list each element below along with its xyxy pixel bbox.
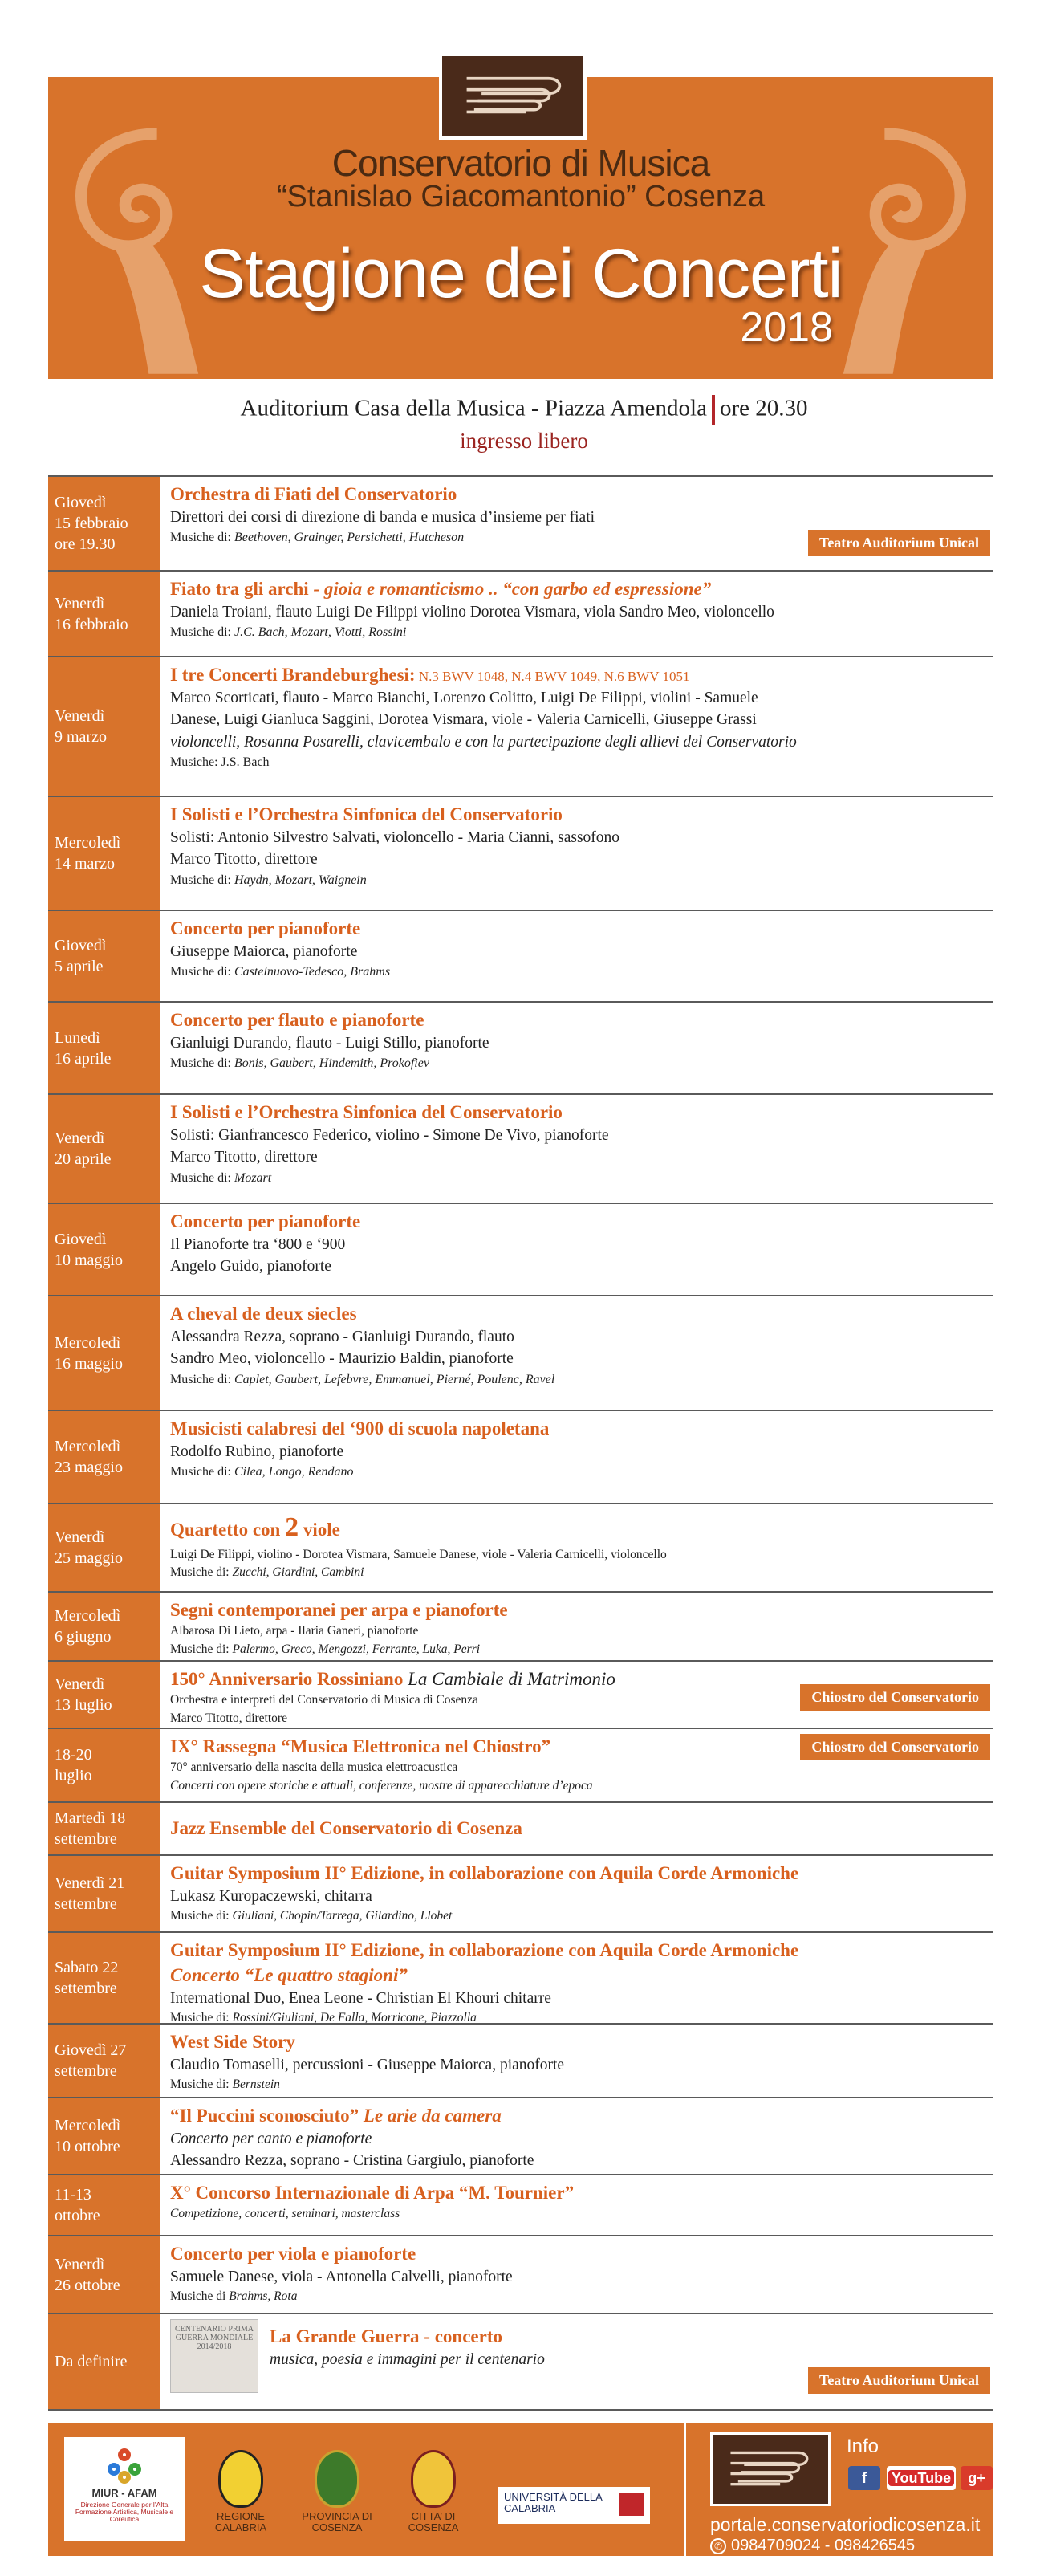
date-line: settembre	[55, 1895, 117, 1913]
event-body	[160, 572, 993, 656]
event-line: Claudio Tomaselli, percussioni - Giuseppe Maiorca, pianoforte	[170, 2057, 565, 2074]
event-date	[48, 1095, 160, 1203]
event-row	[48, 1591, 993, 1660]
event-row	[48, 1001, 993, 1093]
event-music	[170, 1463, 985, 1481]
event-date	[48, 2025, 160, 2097]
event-line: Daniela Troiani, flauto Luigi De Filippi violino Dorotea Vismara, viola Sandro Meo, violoncello	[170, 604, 774, 621]
miur-star-icon	[104, 2445, 144, 2485]
event-body	[160, 1856, 993, 1931]
date-line: 10 maggio	[55, 1251, 123, 1269]
event-subtitle: Concerto “Le quattro stagioni”	[170, 1965, 408, 1986]
event-body	[160, 2314, 993, 2409]
event-title: Concerto per viola e pianoforte	[170, 2244, 416, 2264]
event-date	[48, 2098, 160, 2174]
event-body	[160, 2236, 993, 2313]
conservatory-name: Conservatorio di Musica	[331, 142, 710, 184]
phone-number	[710, 2537, 915, 2555]
conservatory-logo	[439, 53, 587, 140]
location-tag: Chiostro del Conservatorio	[800, 1684, 990, 1711]
title-big: 2	[285, 1512, 299, 1542]
title-main: 150° Anniversario Rossiniano	[170, 1669, 404, 1689]
venue-line	[0, 395, 1048, 425]
event-music	[170, 962, 985, 981]
date-line: 20 aprile	[55, 1150, 112, 1168]
event-music	[170, 2076, 985, 2094]
date-line: Mercoledì	[55, 1333, 121, 1352]
event-body	[160, 657, 993, 796]
regione-label: REGIONE CALABRIA	[214, 2510, 267, 2534]
date-line: 13 luglio	[55, 1696, 112, 1714]
event-title	[170, 662, 985, 687]
date-line: Da definire	[55, 2353, 128, 2370]
event-line: Concerto per canto e pianoforte	[170, 2130, 372, 2148]
event-body	[160, 1003, 993, 1093]
event-date	[48, 1204, 160, 1295]
event-music	[170, 1169, 985, 1187]
website-link[interactable]: portale.conservatoriodicosenza.it	[710, 2514, 981, 2535]
event-line: Orchestra e interpreti del Conservatorio di Musica di Cosenza	[170, 1693, 478, 1707]
event-music	[170, 623, 985, 641]
event-line: Angelo Guido, pianoforte	[170, 1258, 331, 1276]
event-line: Rodolfo Rubino, pianoforte	[170, 1443, 344, 1461]
event-line: Sandro Meo, violoncello - Maurizio Baldin, pianoforte	[170, 1350, 514, 1368]
event-body	[160, 1296, 993, 1410]
event-body	[160, 1095, 993, 1203]
event-music	[170, 871, 985, 889]
footer-logo-lines-icon	[713, 2435, 828, 2504]
event-date	[48, 1729, 160, 1801]
event-title: West Side Story	[170, 2032, 295, 2052]
event-date	[48, 1662, 160, 1728]
event-row	[48, 910, 993, 1001]
event-title: I Solisti e l’Orchestra Sinfonica del Conservatorio	[170, 1102, 563, 1122]
date-line: Venerdì	[55, 594, 105, 612]
music-label: Musiche di:	[170, 1372, 231, 1386]
event-line: violoncelli, Rosanna Posarelli, clavicembalo e con la partecipazione degli allievi del Conservatorio	[170, 733, 797, 751]
date-line: Giovedì 27	[55, 2041, 127, 2059]
date-line: Venerdì	[55, 1675, 105, 1693]
event-date	[48, 1504, 160, 1591]
date-line: 6 giugno	[55, 1628, 112, 1646]
music-composers: Beethoven, Grainger, Persichetti, Hutcheson	[234, 531, 465, 545]
date-line: 10 ottobre	[55, 2138, 120, 2155]
venue-time: ore 20.30	[719, 395, 808, 421]
event-line: Marco Scorticati, flauto - Marco Bianchi, Lorenzo Colitto, Luigi De Filippi, violini - Samuele	[170, 690, 758, 707]
event-line: Solisti: Antonio Silvestro Salvati, violoncello - Maria Cianni, sassofono	[170, 829, 620, 847]
event-row	[48, 1931, 993, 2023]
event-body	[160, 797, 993, 910]
music-label: Musiche di:	[170, 1170, 231, 1185]
date-line: Mercoledì	[55, 1438, 121, 1455]
event-row	[48, 2097, 993, 2174]
date-line: 16 aprile	[55, 1049, 112, 1068]
music-label: Musiche di:	[170, 1909, 230, 1923]
event-date	[48, 911, 160, 1001]
event-date	[48, 1003, 160, 1093]
date-line: Giovedì	[55, 494, 107, 511]
event-body	[160, 1593, 993, 1660]
event-line: International Duo, Enea Leone - Christian El Khouri chitarre	[170, 1990, 551, 2008]
conservatory-subtitle: “Stanislao Giacomantonio” Cosenza	[276, 180, 766, 214]
phone-icon: ✆	[710, 2538, 726, 2554]
music-composers: Haydn, Mozart, Waignein	[234, 873, 367, 887]
event-date	[48, 1296, 160, 1410]
event-line: Alessandra Rezza, soprano - Gianluigi Durando, flauto	[170, 1329, 514, 1346]
music-composers: Bonis, Gaubert, Hindemith, Prokofiev	[234, 1056, 429, 1071]
music-label: Musiche di:	[170, 2077, 230, 2092]
music-label: Musiche di:	[170, 1465, 231, 1479]
unical-label: UNIVERSITÀ DELLA CALABRIA	[504, 2491, 603, 2515]
event-music	[170, 1370, 985, 1389]
event-line: Solisti: Gianfrancesco Federico, violino - Simone De Vivo, pianoforte	[170, 1127, 609, 1145]
date-line: Giovedì	[55, 937, 107, 954]
music-composers: J.S. Bach	[221, 755, 270, 769]
music-label: Musiche:	[170, 755, 218, 769]
date-line: ottobre	[55, 2207, 100, 2224]
footer	[48, 2423, 993, 2556]
phone-text: 0984709024 - 098426545	[731, 2537, 916, 2554]
event-title: La Grande Guerra - concerto	[270, 2326, 502, 2346]
date-line: settembre	[55, 2062, 117, 2080]
citta-logo	[393, 2450, 473, 2534]
event-date	[48, 657, 160, 796]
date-line: luglio	[55, 1767, 92, 1784]
googleplus-icon[interactable]: g+	[961, 2466, 993, 2490]
event-body	[160, 477, 993, 570]
miur-sublabel: Direzione Generale per l’Alta Formazione Artistica, Musicale e Coreutica	[75, 2500, 174, 2524]
event-date	[48, 1856, 160, 1931]
event-line: Samuele Danese, viola - Antonella Calvelli, pianoforte	[170, 2269, 513, 2286]
entry-note: ingresso libero	[460, 429, 588, 453]
event-title: Concerto per pianoforte	[170, 1211, 361, 1231]
music-composers: Rossini/Giuliani, De Falla, Morricone, Piazzolla	[232, 2011, 477, 2025]
event-line: Alessandro Rezza, soprano - Cristina Gargiulo, pianoforte	[170, 2152, 534, 2170]
event-date	[48, 1411, 160, 1503]
music-label: Musiche di:	[170, 531, 231, 545]
date-line: ore 19.30	[55, 535, 116, 553]
date-line: Lunedì	[55, 1028, 100, 1047]
event-line: musica, poesia e immagini per il centenario	[270, 2351, 545, 2369]
event-line: Danese, Luigi Gianluca Saggini, Dorotea Vismara, viole - Valeria Carnicelli, Giuseppe Grassi	[170, 711, 757, 729]
event-title: Guitar Symposium II° Edizione, in collaborazione con Aquila Corde Armoniche	[170, 1863, 799, 1883]
event-body	[160, 2175, 993, 2235]
event-body	[160, 1729, 993, 1801]
event-date	[48, 797, 160, 910]
event-date	[48, 2314, 160, 2409]
title-italic: Le arie da camera	[359, 2106, 502, 2126]
provincia-emblem-icon	[315, 2450, 359, 2508]
event-row	[48, 1410, 993, 1503]
event-line: Concerti con opere storiche e attuali, conferenze, mostre di apparecchiature d’epoca	[170, 1778, 593, 1793]
event-title	[170, 2103, 985, 2128]
title-main: I tre Concerti Brandeburghesi:	[170, 665, 416, 685]
date-line: 9 marzo	[55, 728, 107, 746]
event-row	[48, 475, 993, 570]
music-label: Musiche di:	[170, 873, 231, 887]
music-composers: Caplet, Gaubert, Lefebvre, Emmanuel, Pierné, Poulenc, Ravel	[234, 1372, 555, 1386]
date-line: Mercoledì	[55, 2117, 121, 2134]
music-composers: Cilea, Longo, Rendano	[234, 1465, 354, 1479]
event-title: A cheval de deux siecles	[170, 1304, 357, 1324]
music-composers: Bernstein	[232, 2077, 280, 2092]
regione-logo	[201, 2450, 281, 2534]
season-year: 2018	[740, 304, 833, 351]
event-title: Guitar Symposium II° Edizione, in collaborazione con Aquila Corde Armoniche	[170, 1940, 799, 1960]
music-composers: Palermo, Greco, Mengozzi, Ferrante, Luka, Perri	[232, 1642, 481, 1656]
title-main: Fiato tra gli archi	[170, 579, 309, 599]
music-composers: Brahms, Rota	[229, 2289, 298, 2304]
event-date	[48, 1933, 160, 2023]
event-date	[48, 1593, 160, 1660]
music-composers: Castelnuovo-Tedesco, Brahms	[234, 965, 391, 979]
event-line: Gianluigi Durando, flauto - Luigi Stillo, pianoforte	[170, 1035, 489, 1052]
event-row	[48, 1203, 993, 1295]
event-line: Marco Titotto, direttore	[170, 851, 318, 869]
info-label: Info	[847, 2436, 879, 2457]
event-line: Albarosa Di Lieto, arpa - Ilaria Ganeri, pianoforte	[170, 1624, 419, 1638]
event-title: Jazz Ensemble del Conservatorio di Cosenza	[170, 1818, 522, 1839]
event-title: Concerto per flauto e pianoforte	[170, 1010, 424, 1030]
event-title: Concerto per pianoforte	[170, 918, 361, 938]
event-date	[48, 477, 160, 570]
facebook-icon[interactable]: f	[848, 2466, 880, 2490]
event-date	[48, 2236, 160, 2313]
date-line: 11-13	[55, 2186, 91, 2204]
music-label: Musiche di:	[170, 2011, 230, 2025]
venue-name: Auditorium Casa della Musica - Piazza Amendola	[240, 395, 707, 421]
event-music	[170, 1641, 985, 1658]
title-small: N.3 BWV 1048, N.4 BWV 1049, N.6 BWV 1051	[415, 669, 690, 684]
event-body	[160, 1411, 993, 1503]
location-tag: Chiostro del Conservatorio	[800, 1734, 990, 1760]
event-music	[170, 1564, 985, 1581]
event-line: Il Pianoforte tra ‘800 e ‘900	[170, 1236, 346, 1254]
event-body	[160, 911, 993, 1001]
event-music	[170, 753, 985, 771]
music-label: Musiche di:	[170, 1565, 230, 1580]
event-title: X° Concorso Internazionale di Arpa “M. Tournier”	[170, 2183, 575, 2203]
event-line: 70° anniversario della nascita della musica elettroacustica	[170, 1760, 458, 1775]
event-body	[160, 1662, 993, 1728]
date-line: 15 febbraio	[55, 515, 128, 532]
event-line: Marco Titotto, direttore	[170, 1711, 287, 1725]
youtube-icon[interactable]	[887, 2466, 956, 2490]
event-row	[48, 1728, 993, 1801]
event-line: Direttori dei corsi di direzione di banda e musica d’insieme per fiati	[170, 509, 595, 527]
event-row	[48, 796, 993, 910]
date-line: Mercoledì	[55, 834, 121, 852]
venue-divider	[712, 395, 715, 425]
event-date	[48, 1803, 160, 1854]
date-line: 25 maggio	[55, 1549, 123, 1567]
location-tag: Teatro Auditorium Unical	[808, 2367, 990, 2394]
event-row	[48, 2023, 993, 2097]
date-line: 26 ottobre	[55, 2276, 120, 2294]
regione-emblem-icon	[218, 2450, 263, 2508]
date-line: Mercoledì	[55, 1607, 121, 1625]
event-title: IX° Rassegna “Musica Elettronica nel Chiostro”	[170, 1736, 551, 1756]
citta-label: CITTA’ DI COSENZA	[408, 2510, 459, 2534]
event-body	[160, 1933, 993, 2023]
date-line: Venerdì 21	[55, 1874, 125, 1892]
event-row	[48, 1503, 993, 1591]
music-composers: Mozart	[234, 1170, 272, 1185]
event-music	[170, 2288, 985, 2305]
event-row	[48, 2235, 993, 2313]
music-label: Musiche di:	[170, 1056, 231, 1071]
date-line: Sabato 22	[55, 1959, 119, 1976]
date-line: 18-20	[55, 1746, 92, 1764]
music-composers: Zucchi, Giardini, Cambini	[232, 1565, 364, 1580]
date-line: settembre	[55, 1980, 117, 1997]
title-tail: viole	[299, 1520, 340, 1540]
event-title: Orchestra di Fiati del Conservatorio	[170, 484, 457, 504]
title-italic: La Cambiale di Matrimonio	[403, 1669, 615, 1689]
event-body	[160, 1504, 993, 1591]
event-body	[160, 2098, 993, 2174]
music-composers: Giuliani, Chopin/Tarrega, Gilardino, Llobet	[232, 1909, 453, 1923]
event-row	[48, 1295, 993, 1410]
date-line: Venerdì	[55, 2255, 105, 2273]
event-line: Giuseppe Maiorca, pianoforte	[170, 943, 358, 961]
date-line: Giovedì	[55, 1230, 107, 1248]
event-text	[270, 2319, 545, 2370]
event-date	[48, 2175, 160, 2235]
title-main: Quartetto con	[170, 1520, 281, 1540]
event-title: Musicisti calabresi del ‘900 di scuola napoletana	[170, 1418, 550, 1439]
event-line: Lukasz Kuropaczewski, chitarra	[170, 1888, 372, 1906]
music-label: Musiche di:	[170, 965, 231, 979]
date-line: 14 marzo	[55, 855, 115, 873]
event-row	[48, 2174, 993, 2235]
date-line: Martedì 18	[55, 1809, 126, 1827]
event-title	[170, 1509, 985, 1546]
event-title: Segni contemporanei per arpa e pianoforte	[170, 1600, 508, 1620]
date-line: Venerdì	[55, 707, 105, 725]
event-line: Luigi De Filippi, violino - Dorotea Vismara, Samuele Danese, viole - Valeria Carnicelli, violoncello	[170, 1547, 667, 1561]
music-label: Musiche di:	[170, 1642, 230, 1656]
season-title: Stagione dei Concerti	[199, 235, 843, 312]
event-row	[48, 1854, 993, 1931]
music-label: Musiche di	[170, 2289, 226, 2304]
provincia-label: PROVINCIA DI COSENZA	[302, 2510, 372, 2534]
event-music	[170, 1907, 985, 1925]
provincia-logo	[297, 2450, 377, 2534]
date-line: Venerdì	[55, 1528, 105, 1546]
miur-label: MIUR - AFAM	[91, 2487, 157, 2500]
music-label: Musiche di:	[170, 625, 231, 640]
date-line: 16 maggio	[55, 1354, 123, 1373]
event-row	[48, 1801, 993, 1854]
event-line: Marco Titotto, direttore	[170, 1149, 318, 1166]
date-line: Venerdì	[55, 1129, 105, 1147]
event-row	[48, 1660, 993, 1728]
event-line: Competizione, concerti, seminari, masterclass	[170, 2207, 400, 2221]
event-row	[48, 570, 993, 656]
footer-contact	[684, 2423, 993, 2556]
date-line: 16 febbraio	[55, 615, 128, 633]
event-body	[160, 2025, 993, 2097]
location-tag: Teatro Auditorium Unical	[808, 530, 990, 556]
unical-logo	[498, 2487, 650, 2524]
title-italic: - gioia e romanticismo .. “con garbo ed espressione”	[308, 579, 712, 599]
event-row	[48, 1093, 993, 1203]
centenary-image: CENTENARIO PRIMA GUERRA MONDIALE 2014/2018	[170, 2319, 258, 2393]
music-composers: J.C. Bach, Mozart, Viotti, Rossini	[234, 625, 407, 640]
date-line: 5 aprile	[55, 958, 104, 975]
youtube-label: YouTube	[888, 2470, 954, 2486]
event-body	[160, 1204, 993, 1295]
event-row	[48, 656, 993, 796]
title-main: “Il Puccini sconosciuto”	[170, 2106, 359, 2126]
events-table	[48, 475, 993, 2411]
date-line: settembre	[55, 1830, 117, 1848]
citta-emblem-icon	[411, 2450, 456, 2508]
logo-lines-icon	[442, 56, 583, 136]
event-row	[48, 2313, 993, 2411]
date-line: 23 maggio	[55, 1459, 123, 1476]
event-date	[48, 572, 160, 656]
footer-logo	[710, 2432, 831, 2506]
miur-logo	[64, 2437, 185, 2541]
event-title: I Solisti e l’Orchestra Sinfonica del Conservatorio	[170, 804, 563, 824]
event-body	[160, 1803, 993, 1854]
event-music	[170, 1054, 985, 1072]
unical-mark-icon	[619, 2493, 644, 2516]
event-title	[170, 576, 985, 601]
